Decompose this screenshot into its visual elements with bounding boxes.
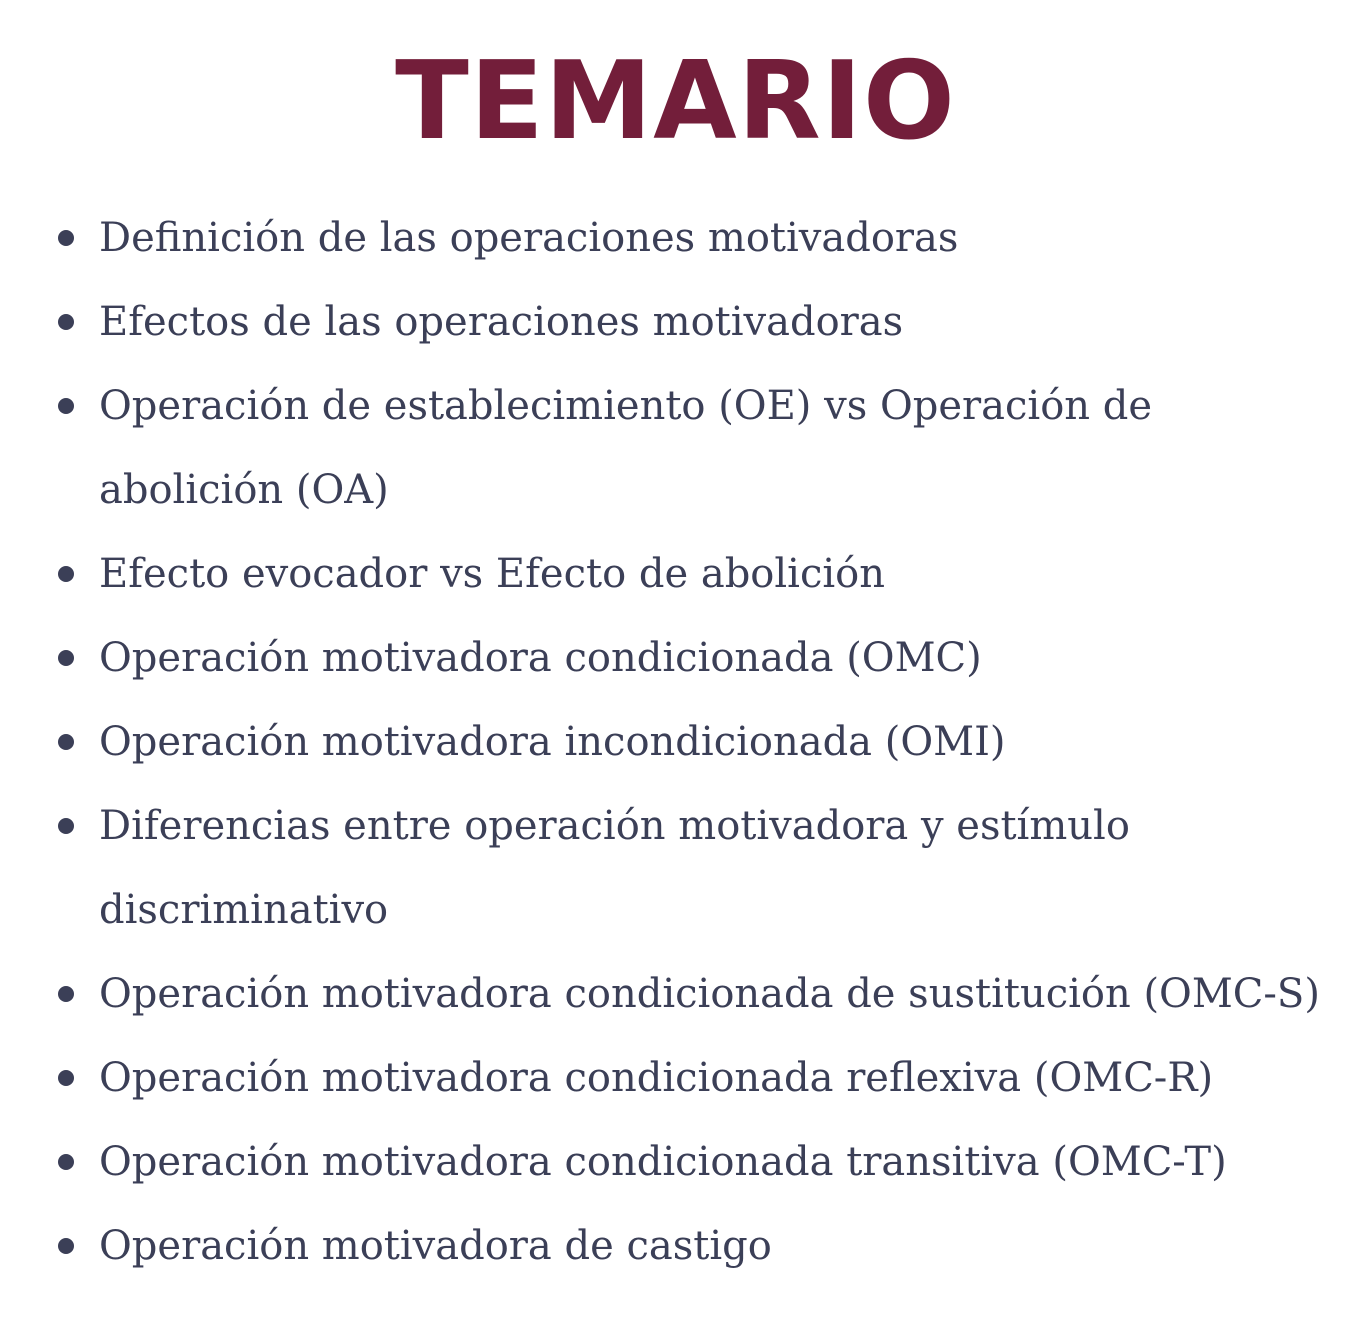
- list-item: [0, 700, 1351, 784]
- bullet-icon: [58, 1154, 74, 1170]
- list-item: [0, 616, 1351, 700]
- list-item-text: Operación motivadora incondicionada (OMI): [99, 719, 1006, 765]
- list-item-text: Efectos de las operaciones motivadoras: [99, 299, 904, 345]
- list-item-text: Operación motivadora condicionada reflexiva (OMC-R): [99, 1055, 1214, 1101]
- list-item-text: Operación de establecimiento (OE) vs Operación de abolición (OA): [99, 383, 1153, 513]
- list-item: [0, 196, 1351, 280]
- bullet-icon: [58, 566, 74, 582]
- list-item-text: Efecto evocador vs Efecto de abolición: [99, 551, 886, 597]
- list-item: [0, 1120, 1351, 1204]
- list-item: [0, 784, 1351, 952]
- bullet-icon: [58, 1070, 74, 1086]
- list-item: [0, 1036, 1351, 1120]
- list-item-text: Operación motivadora condicionada de sustitución (OMC-S): [99, 971, 1320, 1017]
- bullet-icon: [58, 734, 74, 750]
- bullet-icon: [58, 230, 74, 246]
- list-item: [0, 532, 1351, 616]
- list-item: [0, 280, 1351, 364]
- bullet-icon: [58, 398, 74, 414]
- list-item-text: Operación motivadora condicionada (OMC): [99, 635, 982, 681]
- bullet-icon: [58, 1238, 74, 1254]
- topic-list: [0, 196, 1351, 1288]
- list-item-text: Operación motivadora de castigo: [99, 1223, 772, 1269]
- list-item-text: Definición de las operaciones motivadoras: [99, 215, 959, 261]
- bullet-icon: [58, 650, 74, 666]
- bullet-icon: [58, 314, 74, 330]
- list-item-text: Diferencias entre operación motivadora y estímulo discriminativo: [99, 803, 1130, 933]
- bullet-icon: [58, 818, 74, 834]
- list-item: [0, 1204, 1351, 1288]
- list-item: [0, 364, 1351, 532]
- list-item-text: Operación motivadora condicionada transitiva (OMC-T): [99, 1139, 1227, 1185]
- bullet-icon: [58, 986, 74, 1002]
- list-item: [0, 952, 1351, 1036]
- page-title: TEMARIO: [395, 39, 956, 164]
